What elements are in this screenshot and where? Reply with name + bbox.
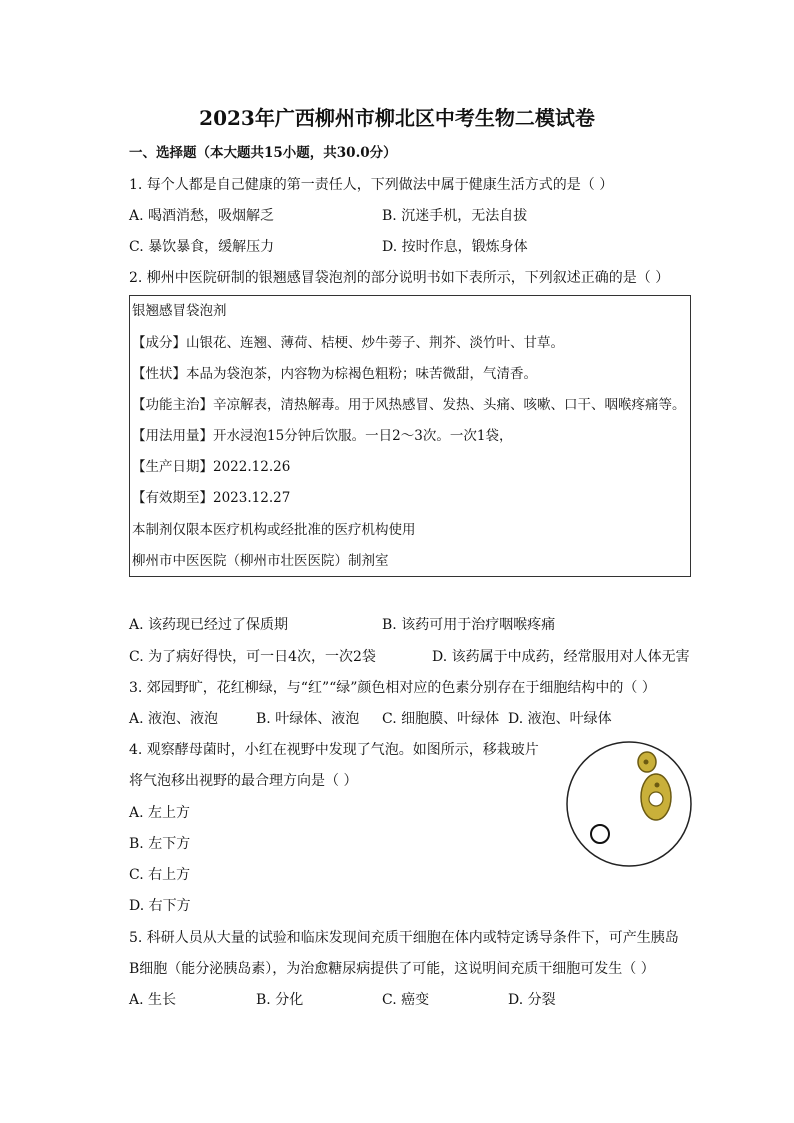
question-4-option-c: C. 右上方 [129,867,191,883]
box-line-production-date: 【生产日期】2022.12.26 [132,459,291,475]
box-line-restriction: 本制剂仅限本医疗机构或经批准的医疗机构使用 [132,522,416,538]
box-line-expiry-date: 【有效期至】2023.12.27 [132,490,291,506]
question-2-option-c: C. 为了病好得快，可一日4次，一次2袋 [129,649,376,665]
question-1-option-b: B. 沉迷手机，无法自拔 [382,208,528,224]
section-heading: 一、选择题（本大题共15小题，共30.0分） [129,145,397,161]
microscope-field-figure [560,741,700,885]
question-1-stem: 1. 每个人都是自己健康的第一责任人，下列做法中属于健康生活方式的是（ ） [129,177,614,193]
question-4-option-b: B. 左下方 [129,836,191,852]
question-5-option-b: B. 分化 [256,992,304,1008]
question-5-stem-line-2: B细胞（能分泌胰岛素），为治愈糖尿病提供了可能，这说明间充质干细胞可发生（ ） [129,961,655,977]
field-of-view-circle [567,742,691,866]
question-3-option-d: D. 液泡、叶绿体 [508,711,612,727]
question-2-option-b: B. 该药可用于治疗咽喉疼痛 [382,617,556,633]
question-5-option-a: A. 生长 [129,992,177,1008]
question-3-stem: 3. 郊园野旷，花红柳绿，与“红”“绿”颜色相对应的色素分别存在于细胞结构中的（ ） [129,680,656,696]
question-5-stem-line-1: 5. 科研人员从大量的试验和临床发现间充质干细胞在体内或特定诱导条件下，可产生胰岛 [129,930,679,946]
question-5-option-d: D. 分裂 [508,992,556,1008]
question-2-option-d: D. 该药属于中成药，经常服用对人体无害 [432,649,690,665]
yeast-vacuole [649,792,663,806]
question-1-option-d: D. 按时作息，锻炼身体 [382,239,528,255]
question-3-option-b: B. 叶绿体、液泡 [256,711,360,727]
medicine-instruction-box [129,295,691,577]
air-bubble [591,825,609,843]
box-line-maker: 柳州市中医医院（柳州市壮医医院）制剂室 [132,553,389,569]
yeast-nucleus [655,783,660,788]
box-line-name: 银翘感冒袋泡剂 [132,303,227,319]
question-4-stem-line-1: 4. 观察酵母菌时，小红在视野中发现了气泡。如图所示，移栽玻片 [129,742,539,758]
question-5-option-c: C. 癌变 [382,992,430,1008]
question-1-option-c: C. 暴饮暴食，缓解压力 [129,239,275,255]
question-3-option-c: C. 细胞膜、叶绿体 [382,711,500,727]
box-line-ingredients: 【成分】山银花、连翘、薄荷、桔梗、炒牛蒡子、荆芥、淡竹叶、甘草。 [132,335,564,351]
yeast-bud-nucleus [644,760,649,765]
page-title: 2023年广西柳州市柳北区中考生物二模试卷 [199,106,595,130]
question-2-stem: 2. 柳州中医院研制的银翘感冒袋泡剂的部分说明书如下表所示，下列叙述正确的是（ ） [129,270,670,286]
question-4-option-a: A. 左上方 [129,805,191,821]
question-4-stem-line-2: 将气泡移出视野的最合理方向是（ ） [129,773,358,789]
question-1-option-a: A. 喝酒消愁，吸烟解乏 [129,208,275,224]
box-line-usage: 【用法用量】开水浸泡15分钟后饮服。一日2～3次。一次1袋， [132,428,513,444]
microscope-view-svg [560,741,700,881]
question-4-option-d: D. 右下方 [129,898,191,914]
box-line-properties: 【性状】本品为袋泡茶，内容物为棕褐色粗粉；味苦微甜，气清香。 [132,366,537,382]
question-3-option-a: A. 液泡、液泡 [129,711,219,727]
box-line-functions: 【功能主治】辛凉解表，清热解毒。用于风热感冒、发热、头痛、咳嗽、口干、咽喉疼痛等。 [132,397,686,413]
question-2-option-a: A. 该药现已经过了保质期 [129,617,289,633]
